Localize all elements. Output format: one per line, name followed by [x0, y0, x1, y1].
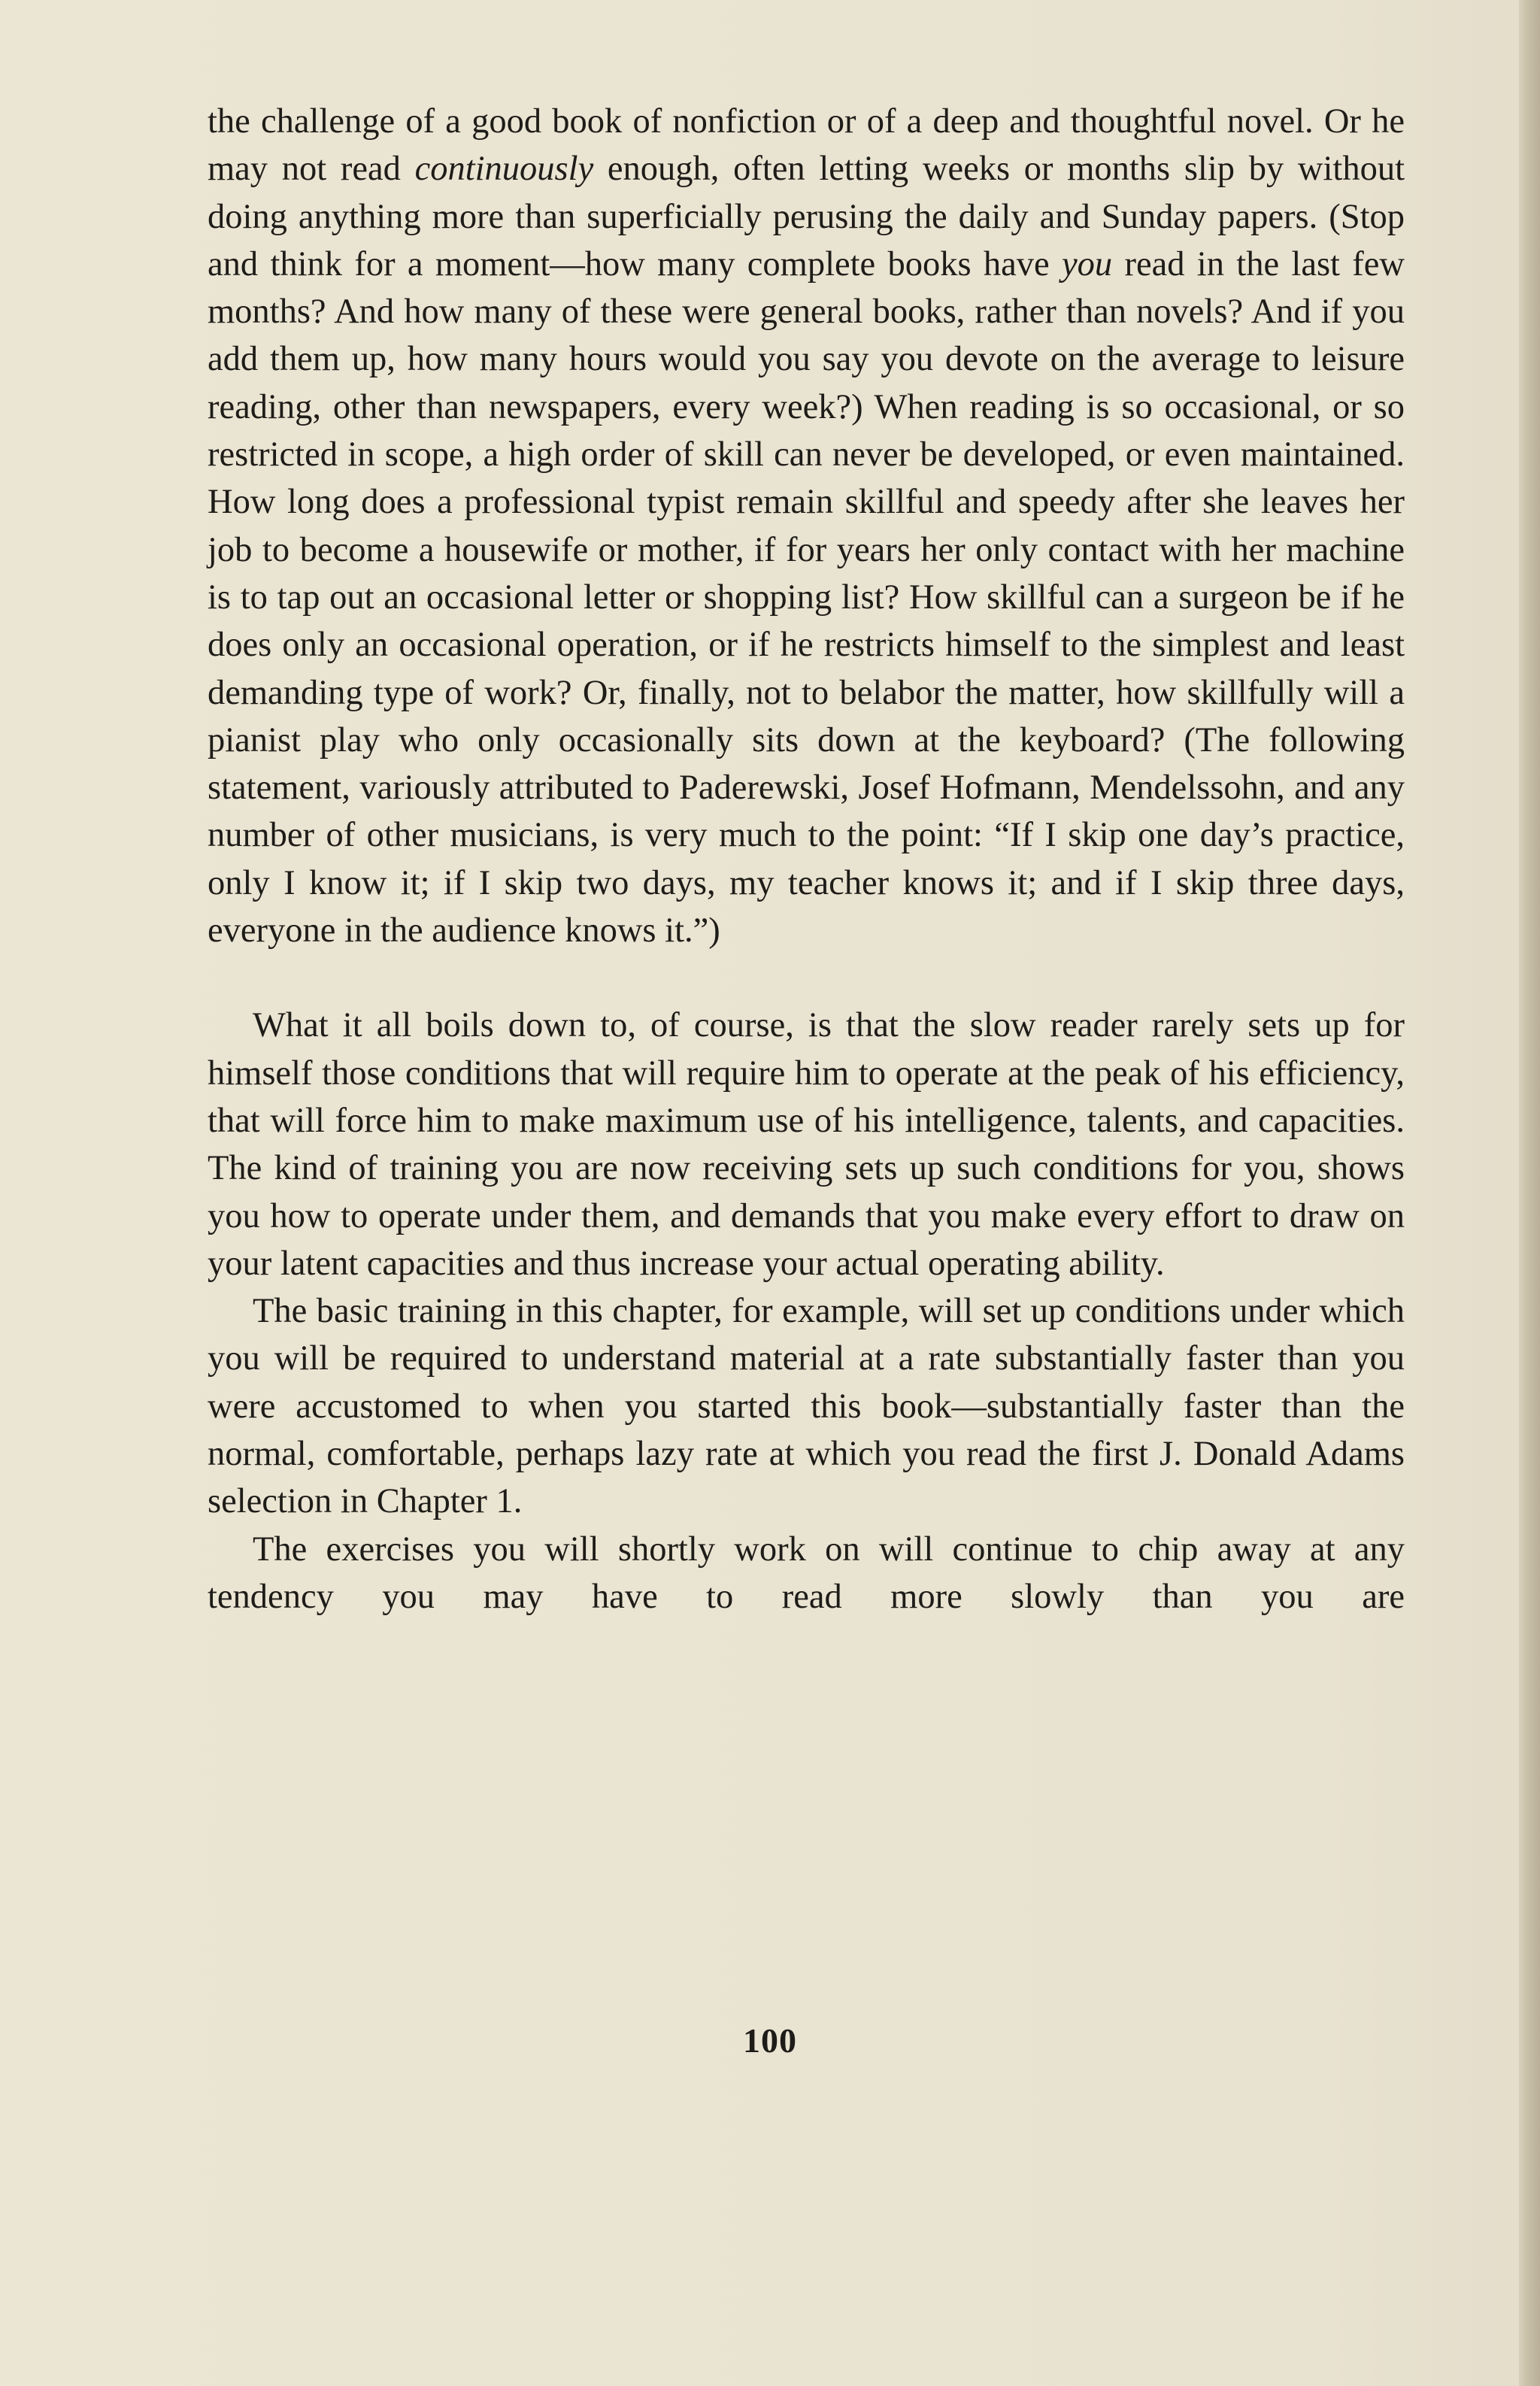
- paragraph-basic-training: [208, 1287, 1405, 1525]
- italic-you: you: [1062, 244, 1113, 283]
- text-segment: enough, often letting weeks or months slip by without doing anything more than superficially perusing the daily and Sunday papers. (Stop and think for a moment—how many complete books have: [208, 150, 1405, 283]
- paragraph-continued: [208, 98, 1405, 954]
- text-segment: read in the last few months? And how many of these were general books, rather than novels? And if you add them up, how many hours would you say you devote on the average to leisure reading, other than newspapers, every week?) When reading is so occasional, or so restricted in scope, a high order of skill can never be developed, or even maintained. How long does a professional typist remain skillful and speedy after she leaves her job to become a housewife or mother, if for years her only contact with her machine is to tap out an occasional letter or shopping list? How skillful can a surgeon be if he does only an occasional operation, or if he restricts himself to the simplest and least demanding type of work? Or, finally, not to belabor the matter, how skillfully will a pianist play who only occasionally sits down at the keyboard? (The following statement, variously attributed to Paderewski, Josef Hofmann, Mendelssohn, and any number of other musicians, is very much to the point: “If I skip one day’s practice, only I know it; if I skip two days, my teacher knows it; and if I skip three days, everyone in the audience knows it.”): [208, 244, 1405, 950]
- text-segment: the challenge of a good book of nonfiction or of a deep and thoughtful novel. Or he may not read: [208, 102, 1405, 189]
- italic-continuously: continuously: [414, 150, 594, 189]
- paragraph-what-it-all-boils-down: [208, 1002, 1405, 1287]
- text-segment: The exercises you will shortly work on will continue to chip away at any tendency you may have to read more slowly than you are: [208, 1530, 1405, 1616]
- body-text: [208, 98, 1405, 1620]
- paragraph-exercises: [208, 1526, 1405, 1621]
- text-segment: The basic training in this chapter, for example, will set up conditions under which you will be required to understand material at a rate substantially faster than you were accustomed to when you started this book—substantially faster than the normal, comfortable, perhaps lazy rate at which you read the first J. Donald Adams selection in Chapter 1.: [208, 1292, 1405, 1521]
- text-segment: What it all boils down to, of course, is that the slow reader rarely sets up for himself those conditions that will require him to operate at the peak of his efficiency, that will force him to make maximum use of his intelligence, talents, and capacities. The kind of training you are now receiving sets up such conditions for you, shows you how to operate under them, and demands that you make every effort to draw on your latent capacities and thus increase your actual operating ability.: [208, 1006, 1405, 1283]
- page-number: 100: [743, 2021, 797, 2060]
